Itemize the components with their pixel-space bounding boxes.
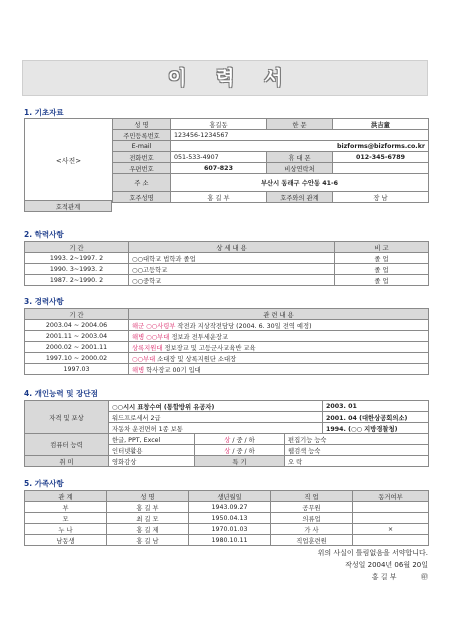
hobby-value: 영화감상 bbox=[109, 456, 195, 467]
education-table bbox=[24, 241, 429, 286]
addr-value: 부산시 동래구 수안동 41-6 bbox=[171, 174, 429, 192]
level-rest: / 중 / 하 bbox=[230, 436, 255, 444]
family-relation-label bbox=[24, 200, 112, 212]
label: 성 명 bbox=[113, 119, 171, 130]
title-char: 이 bbox=[168, 67, 187, 89]
highlight: ○○부대 bbox=[132, 355, 156, 363]
phone-value: 051-533-4907 bbox=[171, 152, 267, 163]
highlight: 해병 ○○부대 bbox=[132, 333, 170, 341]
cell: 부 bbox=[25, 502, 107, 513]
head-name-value: 홍 길 부 bbox=[171, 192, 267, 203]
label: 자격 및 포상 bbox=[25, 401, 109, 434]
table-row bbox=[25, 264, 429, 275]
emergency-value bbox=[333, 163, 429, 174]
section-title-family: 5. 가족사항 bbox=[24, 479, 64, 488]
cell: 홍 길 제 bbox=[107, 524, 189, 535]
label: 한 문 bbox=[267, 119, 333, 130]
cell: 1997.10 ~ 2000.02 bbox=[25, 353, 129, 364]
highlight: 해병 bbox=[132, 366, 145, 374]
hanja-value: 洪吉童 bbox=[333, 119, 429, 130]
cell: 누 나 bbox=[25, 524, 107, 535]
award-item: 자동차 운전면허 1종 보통 bbox=[109, 423, 323, 434]
text: 소대장 및 상록지원단 소대장 bbox=[155, 355, 237, 363]
table-row bbox=[25, 535, 429, 546]
award-detail: 1994. (○○ 지방경찰청) bbox=[323, 423, 429, 434]
label: 비상연락처 bbox=[267, 163, 333, 174]
level-highlight: 상 bbox=[224, 447, 231, 455]
table-row bbox=[25, 513, 429, 524]
photo-placeholder: <사진> bbox=[25, 119, 113, 203]
computer-other: 편집기능 능숙 bbox=[285, 434, 429, 445]
cell: 홍 길 남 bbox=[107, 535, 189, 546]
written-date: 작성일 2004년 06월 20일 bbox=[345, 561, 428, 569]
cell: 1997.03 bbox=[25, 364, 129, 375]
statement: 위의 사실이 틀림없음을 서약합니다. bbox=[317, 549, 428, 557]
label: 취 미 bbox=[25, 456, 109, 467]
label: 호주성명 bbox=[113, 192, 171, 203]
award-detail: 2003. 01 bbox=[323, 401, 429, 412]
table-row bbox=[25, 275, 429, 286]
cell bbox=[129, 342, 429, 353]
name-value: 홍길동 bbox=[171, 119, 267, 130]
label: 전화번호 bbox=[113, 152, 171, 163]
level-highlight: 상 bbox=[224, 436, 231, 444]
cell: ○○중학교 bbox=[129, 275, 335, 286]
label: 주민등록번호 bbox=[113, 130, 171, 141]
cell: 2000.02 ~ 2001.11 bbox=[25, 342, 129, 353]
cell: 최 길 모 bbox=[107, 513, 189, 524]
cell bbox=[129, 353, 429, 364]
computer-item: 인터넷활용 bbox=[109, 445, 195, 456]
title-char: 력 bbox=[216, 67, 235, 89]
special-value: 오 락 bbox=[285, 456, 429, 467]
header-cell: 동거여부 bbox=[353, 491, 429, 502]
abilities-table bbox=[24, 400, 429, 467]
computer-item: 한글, PPT, Excel bbox=[109, 434, 195, 445]
cell: 졸 업 bbox=[335, 264, 429, 275]
label: 주 소 bbox=[113, 174, 171, 192]
cell: 1950.04.13 bbox=[189, 513, 271, 524]
career-table bbox=[24, 308, 429, 375]
cell: 졸 업 bbox=[335, 275, 429, 286]
seal-mark: ㊞ bbox=[421, 573, 428, 581]
label: 휴 대 폰 bbox=[267, 152, 333, 163]
text: 정보과 전투세운장교 bbox=[169, 333, 229, 341]
table-row bbox=[25, 342, 429, 353]
section-title-career: 3. 경력사항 bbox=[24, 297, 64, 306]
cell bbox=[129, 320, 429, 331]
cell bbox=[353, 513, 429, 524]
cell: 직업훈련원 bbox=[271, 535, 353, 546]
text: 학사장교 00기 입대 bbox=[144, 366, 201, 374]
header-cell: 관 계 bbox=[25, 491, 107, 502]
cell: 남동생 bbox=[25, 535, 107, 546]
section-title-basic: 1. 기초자료 bbox=[24, 108, 64, 117]
table-row bbox=[25, 364, 429, 375]
signer-name: 홍 길 부 bbox=[371, 573, 397, 581]
computer-level bbox=[195, 434, 285, 445]
label: 우편번호 bbox=[113, 163, 171, 174]
cell: 1943.09.27 bbox=[189, 502, 271, 513]
highlight: 해군 ○○사령부 bbox=[132, 322, 176, 330]
basic-info-table bbox=[24, 118, 429, 203]
rrn-value: 123456-1234567 bbox=[171, 130, 429, 141]
table-row bbox=[25, 253, 429, 264]
label: 컴퓨터 능력 bbox=[25, 434, 109, 456]
highlight: 상록지원대 bbox=[132, 344, 163, 352]
header-cell: 관 련 내 용 bbox=[129, 309, 429, 320]
table-row bbox=[25, 320, 429, 331]
table-row bbox=[25, 502, 429, 513]
header-cell: 성 명 bbox=[107, 491, 189, 502]
title-banner bbox=[22, 60, 428, 96]
cell: 1987. 2~1990. 2 bbox=[25, 275, 129, 286]
computer-other: 웹검색 능숙 bbox=[285, 445, 429, 456]
email-value: bizforms@bizforms.co.kr bbox=[171, 141, 429, 152]
cell: 모 bbox=[25, 513, 107, 524]
section-title-abilities: 4. 개인능력 및 장단점 bbox=[24, 389, 98, 398]
cell: 2003.04 ~ 2004.06 bbox=[25, 320, 129, 331]
cell: × bbox=[353, 524, 429, 535]
cell: 홍 길 부 bbox=[107, 502, 189, 513]
label: 특 기 bbox=[195, 456, 285, 467]
cell: 가 사 bbox=[271, 524, 353, 535]
level-rest: / 중 / 하 bbox=[230, 447, 255, 455]
cell bbox=[129, 331, 429, 342]
cell: 의류업 bbox=[271, 513, 353, 524]
cell: 1970.01.03 bbox=[189, 524, 271, 535]
table-row bbox=[25, 524, 429, 535]
title-char: 서 bbox=[264, 67, 283, 89]
cell: 공무원 bbox=[271, 502, 353, 513]
cell bbox=[353, 535, 429, 546]
header-cell: 생년월일 bbox=[189, 491, 271, 502]
label: 호적관계 bbox=[25, 201, 112, 212]
table-row bbox=[25, 331, 429, 342]
cell: 1980.10.11 bbox=[189, 535, 271, 546]
cell bbox=[129, 364, 429, 375]
section-title-education: 2. 학력사항 bbox=[24, 230, 64, 239]
label: E-mail bbox=[113, 141, 171, 152]
cell: 2001.11 ~ 2003.04 bbox=[25, 331, 129, 342]
cell: 졸 업 bbox=[335, 253, 429, 264]
text: 작전과 지상작전담당 (2004. 6. 30일 전역 예정) bbox=[175, 322, 312, 330]
cell: 1993. 2~1997. 2 bbox=[25, 253, 129, 264]
award-item: 워드프로세서 2급 bbox=[109, 412, 323, 423]
cell: 1990. 3~1993. 2 bbox=[25, 264, 129, 275]
table-row bbox=[25, 353, 429, 364]
cell: ○○대학교 법학과 졸업 bbox=[129, 253, 335, 264]
header-cell: 상 세 내 용 bbox=[129, 242, 335, 253]
cell bbox=[353, 502, 429, 513]
signature-line bbox=[372, 572, 428, 582]
cell: ○○고등학교 bbox=[129, 264, 335, 275]
head-rel-value: 장 남 bbox=[333, 192, 429, 203]
mobile-value: 012-345-6789 bbox=[333, 152, 429, 163]
label: 호주와의 관계 bbox=[267, 192, 333, 203]
zip-value: 607-823 bbox=[171, 163, 267, 174]
family-table bbox=[24, 490, 429, 546]
header-cell: 기 간 bbox=[25, 309, 129, 320]
header-cell: 직 업 bbox=[271, 491, 353, 502]
header-cell: 비 고 bbox=[335, 242, 429, 253]
header-cell: 기 간 bbox=[25, 242, 129, 253]
award-item: ○○시시 표창수여 (통합방위 유공자) bbox=[109, 401, 323, 412]
text: 정보장교 및 고등군사교육반 교육 bbox=[162, 344, 256, 352]
award-detail: 2001. 04 (대한상공회의소) bbox=[323, 412, 429, 423]
computer-level bbox=[195, 445, 285, 456]
